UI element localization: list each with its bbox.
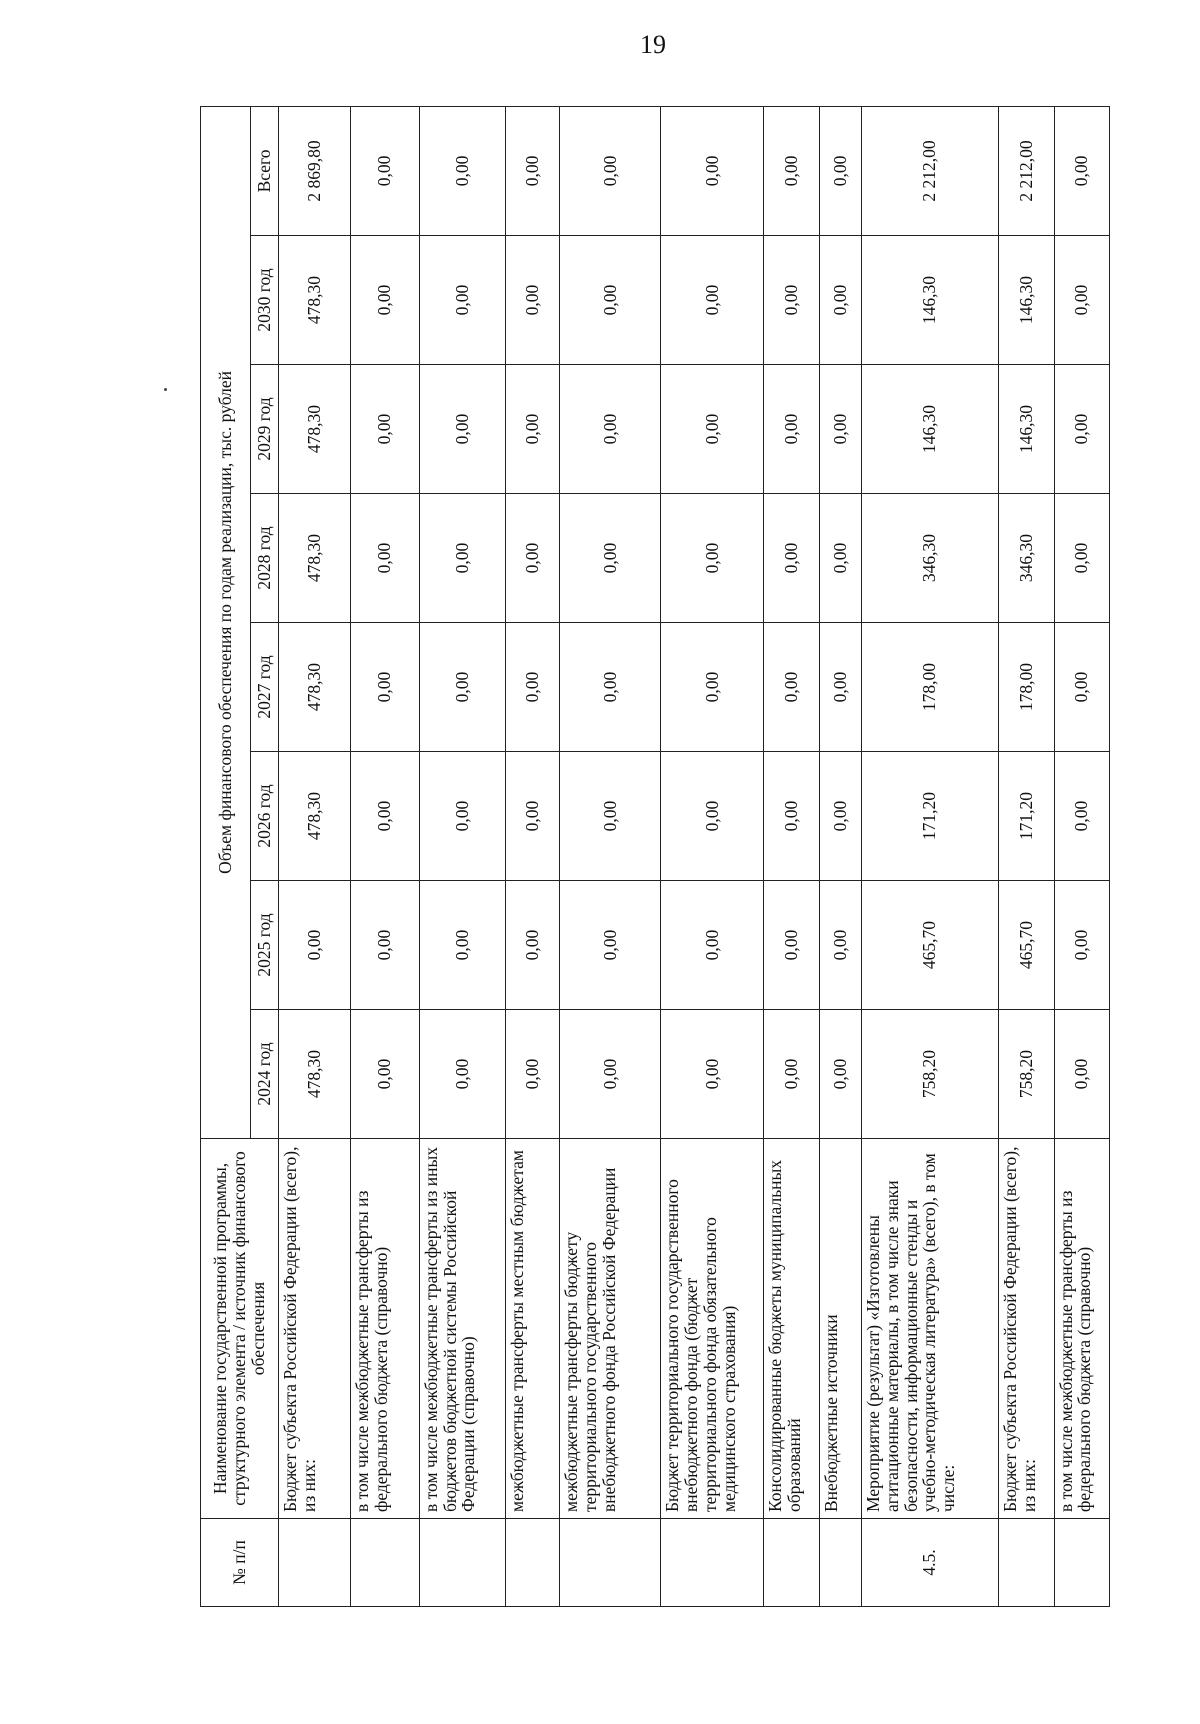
table-row — [419, 106, 505, 1606]
row-value: 0,00 — [560, 494, 661, 623]
row-value: 0,00 — [560, 881, 661, 1010]
row-source-name: Консолидированные бюджеты муниципальных образований — [764, 1139, 819, 1519]
row-source-name: в том числе межбюджетные трансферты из иных бюджетов бюджетной системы Российской Федерации (справочно) — [419, 1139, 505, 1519]
row-value: 0,00 — [819, 752, 861, 881]
row-value: 478,30 — [279, 1010, 351, 1139]
row-value: 146,30 — [999, 236, 1054, 365]
row-source-name: Внебюджетные источники — [819, 1139, 861, 1519]
row-value: 2 869,80 — [279, 106, 351, 235]
table-row — [999, 106, 1054, 1606]
row-value: 0,00 — [1054, 1010, 1109, 1139]
row-value: 0,00 — [764, 623, 819, 752]
row-value: 2 212,00 — [999, 106, 1054, 235]
row-value: 346,30 — [999, 494, 1054, 623]
row-value: 0,00 — [661, 881, 764, 1010]
row-number — [351, 1519, 420, 1607]
header-num: № п/п — [201, 1519, 279, 1607]
row-value: 0,00 — [819, 494, 861, 623]
header-year: Всего — [251, 106, 279, 235]
row-value: 0,00 — [560, 623, 661, 752]
row-number — [764, 1519, 819, 1607]
row-value: 171,20 — [999, 752, 1054, 881]
row-value: 0,00 — [419, 365, 505, 494]
row-source-name: Бюджет территориального государственного внебюджетного фонда (бюджет территориального фонда обязательного медицинского страхования) — [661, 1139, 764, 1519]
row-number — [1054, 1519, 1109, 1607]
row-value: 0,00 — [351, 365, 420, 494]
row-value: 0,00 — [419, 106, 505, 235]
row-value: 0,00 — [764, 752, 819, 881]
row-value: 0,00 — [506, 106, 560, 235]
header-year: 2028 год — [251, 494, 279, 623]
row-value: 758,20 — [999, 1010, 1054, 1139]
row-value: 0,00 — [351, 1010, 420, 1139]
row-value: 0,00 — [1054, 365, 1109, 494]
row-value: 0,00 — [351, 106, 420, 235]
row-number — [419, 1519, 505, 1607]
row-number — [506, 1519, 560, 1607]
row-value: 465,70 — [861, 881, 998, 1010]
row-source-name: межбюджетные трансферты бюджету территориального государственного внебюджетного фонда Российской Федерации — [560, 1139, 661, 1519]
row-value: 0,00 — [661, 236, 764, 365]
row-value: 0,00 — [419, 494, 505, 623]
row-value: 0,00 — [1054, 494, 1109, 623]
row-value: 0,00 — [560, 1010, 661, 1139]
row-value: 758,20 — [861, 1010, 998, 1139]
table-row — [861, 106, 998, 1606]
row-value: 0,00 — [560, 752, 661, 881]
row-value: 0,00 — [764, 365, 819, 494]
row-value: 0,00 — [661, 1010, 764, 1139]
row-value: 0,00 — [661, 623, 764, 752]
page-number: 19 — [640, 30, 666, 59]
row-value: 0,00 — [279, 881, 351, 1010]
row-value: 0,00 — [560, 236, 661, 365]
row-number — [279, 1519, 351, 1607]
financing-table — [200, 106, 1110, 1607]
table-row — [560, 106, 661, 1606]
row-value: 0,00 — [819, 365, 861, 494]
row-value: 146,30 — [861, 365, 998, 494]
row-value: 146,30 — [861, 236, 998, 365]
row-value: 0,00 — [764, 236, 819, 365]
row-value: 0,00 — [764, 494, 819, 623]
row-value: 0,00 — [506, 623, 560, 752]
row-value: 0,00 — [419, 236, 505, 365]
scan-speck — [164, 388, 167, 391]
row-value: 0,00 — [419, 1010, 505, 1139]
header-year: 2024 год — [251, 1010, 279, 1139]
row-value: 0,00 — [819, 1010, 861, 1139]
row-value: 0,00 — [764, 881, 819, 1010]
row-value: 0,00 — [351, 494, 420, 623]
row-value: 465,70 — [999, 881, 1054, 1010]
row-value: 0,00 — [419, 881, 505, 1010]
row-value: 0,00 — [506, 1010, 560, 1139]
row-value: 178,00 — [861, 623, 998, 752]
row-source-name: в том числе межбюджетные трансферты из федерального бюджета (справочно) — [351, 1139, 420, 1519]
rotated-table-container — [200, 107, 1110, 1607]
table-row — [279, 106, 351, 1606]
row-value: 0,00 — [1054, 106, 1109, 235]
row-source-name: межбюджетные трансферты местным бюджетам — [506, 1139, 560, 1519]
header-year: 2030 год — [251, 236, 279, 365]
row-value: 346,30 — [861, 494, 998, 623]
row-value: 0,00 — [1054, 881, 1109, 1010]
row-value: 478,30 — [279, 365, 351, 494]
header-name: Наименование государственной программы, структурного элемента / источник финансового обеспечения — [201, 1139, 279, 1519]
table-row — [764, 106, 819, 1606]
row-value: 0,00 — [819, 881, 861, 1010]
row-value: 478,30 — [279, 752, 351, 881]
row-value: 171,20 — [861, 752, 998, 881]
header-year: 2027 год — [251, 623, 279, 752]
row-value: 0,00 — [661, 752, 764, 881]
row-value: 0,00 — [351, 236, 420, 365]
row-value: 0,00 — [560, 106, 661, 235]
row-value: 0,00 — [661, 106, 764, 235]
row-value: 478,30 — [279, 494, 351, 623]
row-value: 0,00 — [351, 752, 420, 881]
row-value: 0,00 — [764, 106, 819, 235]
row-value: 0,00 — [506, 752, 560, 881]
table-row — [506, 106, 560, 1606]
table-row — [351, 106, 420, 1606]
row-value: 0,00 — [1054, 236, 1109, 365]
table-body — [279, 106, 1110, 1606]
row-value: 0,00 — [506, 365, 560, 494]
row-value: 146,30 — [999, 365, 1054, 494]
row-value: 0,00 — [1054, 752, 1109, 881]
header-year: 2025 год — [251, 881, 279, 1010]
row-number — [819, 1519, 861, 1607]
row-source-name: Мероприятие (результат) «Изготовлены агитационные материалы, в том числе знаки безопасности, информационные стенды и учебно-методическая литература» (всего), в том числе: — [861, 1139, 998, 1519]
header-year: 2029 год — [251, 365, 279, 494]
row-value: 0,00 — [351, 881, 420, 1010]
header-volume: Объем финансового обеспечения по годам реализации, тыс. рублей — [201, 106, 251, 1138]
table-row — [819, 106, 861, 1606]
row-value: 0,00 — [819, 106, 861, 235]
table-row — [1054, 106, 1109, 1606]
row-source-name: в том числе межбюджетные трансферты из федерального бюджета (справочно) — [1054, 1139, 1109, 1519]
row-value: 0,00 — [764, 1010, 819, 1139]
row-value: 478,30 — [279, 623, 351, 752]
row-number — [560, 1519, 661, 1607]
row-value: 0,00 — [1054, 623, 1109, 752]
row-value: 0,00 — [819, 236, 861, 365]
row-value: 0,00 — [661, 365, 764, 494]
table-row — [661, 106, 764, 1606]
row-value: 478,30 — [279, 236, 351, 365]
row-number — [999, 1519, 1054, 1607]
row-value: 0,00 — [419, 752, 505, 881]
row-value: 0,00 — [351, 623, 420, 752]
row-source-name: Бюджет субъекта Российской Федерации (всего), из них: — [279, 1139, 351, 1519]
row-value: 0,00 — [819, 623, 861, 752]
row-value: 0,00 — [506, 494, 560, 623]
row-number: 4.5. — [861, 1519, 998, 1607]
row-value: 0,00 — [506, 236, 560, 365]
header-year: 2026 год — [251, 752, 279, 881]
row-value: 0,00 — [661, 494, 764, 623]
row-value: 178,00 — [999, 623, 1054, 752]
row-source-name: Бюджет субъекта Российской Федерации (всего), из них: — [999, 1139, 1054, 1519]
row-value: 0,00 — [560, 365, 661, 494]
row-value: 0,00 — [419, 623, 505, 752]
row-value: 2 212,00 — [861, 106, 998, 235]
row-number — [661, 1519, 764, 1607]
row-value: 0,00 — [506, 881, 560, 1010]
